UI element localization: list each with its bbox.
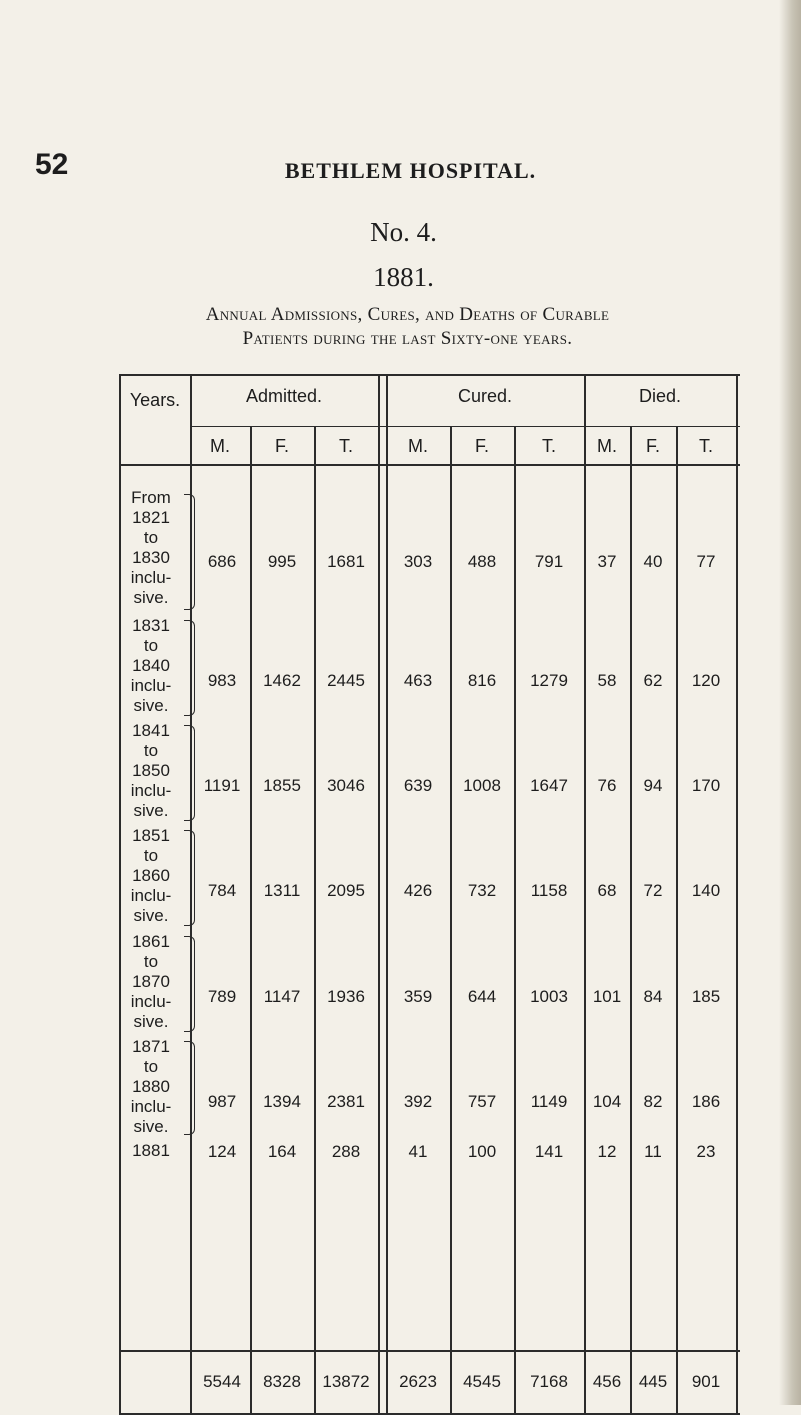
year-line: inclu- <box>130 886 172 905</box>
year-line: 1851 <box>132 826 170 845</box>
subheader-admitted-t: T. <box>338 436 353 456</box>
cell-admitted-f: 1462 <box>263 671 301 690</box>
cell-cured-f: 644 <box>467 987 497 1006</box>
cell-died-m: 68 <box>597 881 617 900</box>
total-admitted-m: 5544 <box>203 1372 241 1391</box>
year-line: 1850 <box>132 761 170 780</box>
subheader-cured-f: F. <box>474 436 489 456</box>
cell-admitted-m: 686 <box>207 552 237 571</box>
subheader-cured-m: M. <box>408 436 428 456</box>
cell-died-t: 77 <box>696 552 716 571</box>
cell-admitted-t: 1681 <box>327 552 365 571</box>
year-range-1821-1830 <box>120 488 182 608</box>
group-header-cured: Cured. <box>457 386 513 406</box>
table-right-rule <box>736 374 738 1415</box>
year-line: From <box>131 488 171 507</box>
cell-admitted-m: 1191 <box>203 776 241 795</box>
total-cured-t: 7168 <box>530 1372 568 1391</box>
year-line: sive. <box>133 1012 169 1031</box>
cell-admitted-m: 124 <box>207 1142 237 1161</box>
column-rule <box>514 426 516 1415</box>
subheader-died-f: F. <box>645 436 660 456</box>
cell-admitted-f: 1855 <box>263 776 301 795</box>
year-range-brace <box>184 830 195 926</box>
cell-cured-m: 639 <box>403 776 433 795</box>
subheader-died-m: M. <box>597 436 617 456</box>
cell-admitted-f: 1147 <box>263 987 301 1006</box>
cell-died-t: 186 <box>691 1092 721 1111</box>
cell-cured-t: 1003 <box>530 987 568 1006</box>
year-line: to <box>143 952 159 971</box>
cell-cured-t: 1279 <box>530 671 568 690</box>
cell-died-m: 101 <box>592 987 622 1006</box>
page-number: 52 <box>35 148 69 181</box>
subheader-cured-t: T. <box>541 436 556 456</box>
cell-cured-m: 463 <box>403 671 433 690</box>
page-edge-shadow <box>779 0 801 1405</box>
column-rule <box>630 426 632 1415</box>
cell-cured-m: 303 <box>403 552 433 571</box>
years-header: Years. <box>129 390 181 410</box>
year-range-brace <box>184 1041 195 1135</box>
year-line: 1870 <box>132 972 170 991</box>
cell-died-f: 72 <box>643 881 663 900</box>
cell-died-m: 76 <box>597 776 617 795</box>
header-bottom-rule <box>120 464 740 466</box>
year-line: sive. <box>133 906 169 925</box>
cell-cured-m: 426 <box>403 881 433 900</box>
cell-cured-t: 1149 <box>530 1092 568 1111</box>
cell-died-f: 84 <box>643 987 663 1006</box>
year-line: to <box>143 1057 159 1076</box>
table-number: No. 4. <box>370 217 437 247</box>
cell-admitted-f: 995 <box>267 552 297 571</box>
total-cured-m: 2623 <box>399 1372 437 1391</box>
cell-admitted-t: 1936 <box>327 987 365 1006</box>
cell-admitted-t: 2445 <box>327 671 365 690</box>
cell-admitted-t: 3046 <box>327 776 365 795</box>
cell-died-f: 82 <box>643 1092 663 1111</box>
year-range-1831-1840 <box>120 616 182 716</box>
total-cured-f: 4545 <box>463 1372 501 1391</box>
running-head: BETHLEM HOSPITAL. <box>284 158 537 183</box>
column-rule <box>250 426 252 1415</box>
cell-died-t: 120 <box>691 671 721 690</box>
year-line: 1841 <box>132 721 170 740</box>
year-line: 1821 <box>132 508 170 527</box>
year-line: to <box>143 528 159 547</box>
cell-admitted-t: 2381 <box>327 1092 365 1111</box>
cell-died-m: 58 <box>597 671 617 690</box>
year-range-brace <box>184 725 195 821</box>
year-range-1841-1850 <box>120 721 182 821</box>
cell-cured-f: 732 <box>467 881 497 900</box>
totals-top-rule <box>120 1350 740 1352</box>
total-died-t: 901 <box>691 1372 721 1391</box>
year-range-brace <box>184 620 195 716</box>
cell-cured-f: 816 <box>467 671 497 690</box>
year-line: inclu- <box>130 1097 172 1116</box>
cell-died-m: 37 <box>597 552 617 571</box>
year-line: 1860 <box>132 866 170 885</box>
subheader-admitted-f: F. <box>274 436 289 456</box>
year-line: 1880 <box>132 1077 170 1096</box>
cell-cured-f: 757 <box>467 1092 497 1111</box>
year-line: 1831 <box>132 616 170 635</box>
cell-cured-t: 791 <box>534 552 564 571</box>
year-line: 1881 <box>132 1141 170 1160</box>
cell-died-f: 11 <box>644 1142 662 1161</box>
year-range-1871-1880 <box>120 1037 182 1137</box>
total-died-f: 445 <box>638 1372 668 1391</box>
total-admitted-t: 13872 <box>322 1372 370 1391</box>
year-line: inclu- <box>130 781 172 800</box>
year-line: inclu- <box>130 992 172 1011</box>
cell-admitted-f: 164 <box>267 1142 297 1161</box>
subheader-rule <box>190 426 740 427</box>
cell-admitted-t: 2095 <box>327 881 365 900</box>
year-line: sive. <box>133 1117 169 1136</box>
cell-cured-f: 488 <box>467 552 497 571</box>
year-1881 <box>120 1141 182 1161</box>
cell-died-f: 40 <box>643 552 663 571</box>
caption-line-2: Patients during the last Sixty-one years. <box>242 328 573 349</box>
cell-died-t: 185 <box>691 987 721 1006</box>
cell-admitted-m: 987 <box>207 1092 237 1111</box>
year-line: 1871 <box>132 1037 170 1056</box>
group-header-admitted: Admitted. <box>245 386 323 406</box>
caption-line-1: Annual Admissions, Cures, and Deaths of Curable <box>205 304 610 325</box>
year-line: to <box>143 636 159 655</box>
subheader-died-t: T. <box>698 436 713 456</box>
year-range-1851-1860 <box>120 826 182 926</box>
year-line: to <box>143 741 159 760</box>
year-line: inclu- <box>130 676 172 695</box>
cell-died-t: 170 <box>691 776 721 795</box>
cell-cured-m: 359 <box>403 987 433 1006</box>
cell-cured-t: 1158 <box>530 881 568 900</box>
subheader-admitted-m: M. <box>210 436 230 456</box>
cell-died-t: 23 <box>696 1142 716 1161</box>
group-header-died: Died. <box>638 386 682 406</box>
cell-cured-t: 141 <box>534 1142 564 1161</box>
column-rule <box>450 426 452 1415</box>
column-rule <box>676 426 678 1415</box>
year-line: sive. <box>133 696 169 715</box>
total-admitted-f: 8328 <box>263 1372 301 1391</box>
cell-died-t: 140 <box>691 881 721 900</box>
cell-died-f: 62 <box>643 671 663 690</box>
cell-admitted-m: 789 <box>207 987 237 1006</box>
cell-admitted-f: 1394 <box>263 1092 301 1111</box>
cell-admitted-m: 784 <box>207 881 237 900</box>
column-rule <box>314 426 316 1415</box>
year-line: 1830 <box>132 548 170 567</box>
group-rule <box>378 374 380 1415</box>
cell-admitted-t: 288 <box>331 1142 361 1161</box>
table-caption <box>0 303 801 351</box>
year-line: 1840 <box>132 656 170 675</box>
total-died-m: 456 <box>592 1372 622 1391</box>
cell-cured-f: 1008 <box>463 776 501 795</box>
year-range-1861-1870 <box>120 932 182 1032</box>
year-range-brace <box>184 936 195 1032</box>
cell-admitted-m: 983 <box>207 671 237 690</box>
year-line: sive. <box>133 801 169 820</box>
table-year: 1881. <box>373 262 434 292</box>
table-top-rule <box>120 374 740 376</box>
cell-cured-m: 392 <box>403 1092 433 1111</box>
cell-died-m: 104 <box>592 1092 622 1111</box>
year-line: inclu- <box>130 568 172 587</box>
year-line: 1861 <box>132 932 170 951</box>
cell-admitted-f: 1311 <box>263 881 301 900</box>
year-line: sive. <box>133 588 169 607</box>
cell-died-m: 12 <box>597 1142 617 1161</box>
cell-died-f: 94 <box>643 776 663 795</box>
cell-cured-t: 1647 <box>530 776 568 795</box>
cell-cured-f: 100 <box>467 1142 497 1161</box>
year-line: to <box>143 846 159 865</box>
cell-cured-m: 41 <box>408 1142 428 1161</box>
